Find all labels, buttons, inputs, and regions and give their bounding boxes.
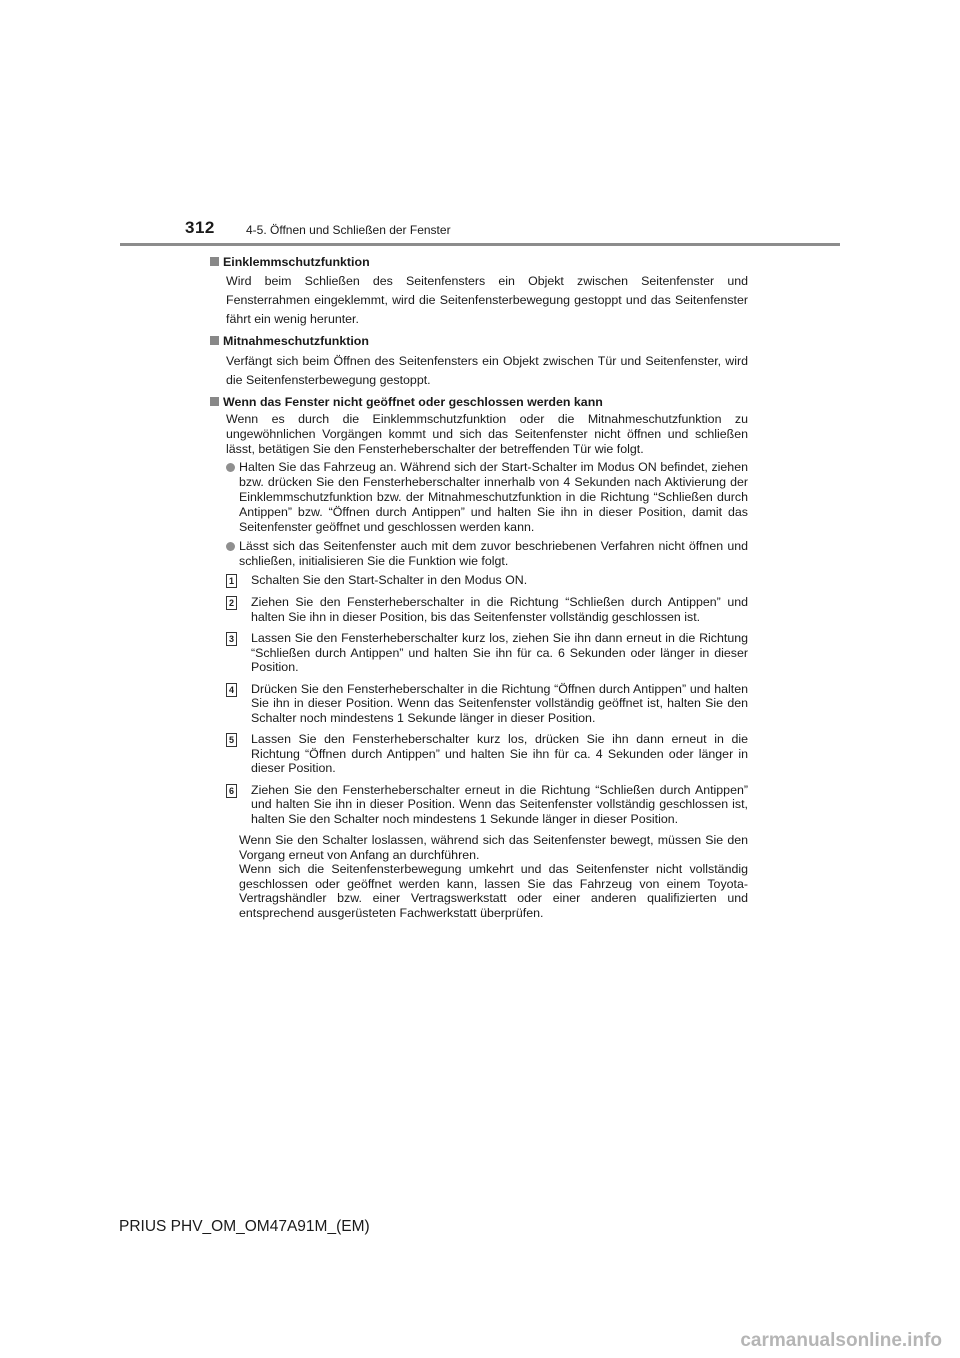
step-item [226, 631, 748, 675]
note-text: Wenn Sie den Schalter loslassen, während sich das Seitenfenster bewegt, müssen Sie den Vorgang erneut von Anfang an durchführen. [239, 833, 748, 862]
step-text: Lassen Sie den Fensterheberschalter kurz los, ziehen Sie ihn dann erneut in die Richtung “Schließen durch Antippen” und halten Sie ihn für ca. 6 Sekunden oder länger in dieser Position. [251, 631, 748, 675]
square-bullet-icon [210, 397, 219, 406]
circle-bullet-icon [226, 542, 235, 551]
section-heading [210, 254, 748, 270]
step-number-badge: 4 [226, 683, 237, 697]
step-text: Drücken Sie den Fensterheberschalter in die Richtung “Öffnen durch Antippen” und halten Sie ihn in dieser Position. Wenn das Seitenfenster vollständig geöffnet ist, halten Sie den Schalter noch mindestens 1 Sekunde länger in dieser Position. [251, 681, 748, 725]
section-heading [210, 394, 748, 410]
step-number-badge: 1 [226, 574, 237, 588]
section-body: Verfängt sich beim Öffnen des Seitenfensters ein Objekt zwischen Tür und Seitenfenster, wird die Seitenfensterbewegung gestoppt. [226, 353, 748, 387]
step-number-badge: 5 [226, 733, 237, 747]
document-id: PRIUS PHV_OM_OM47A91M_(EM) [119, 1218, 370, 1235]
bullet-item [226, 539, 748, 569]
bullet-text: Lässt sich das Seitenfenster auch mit dem zuvor beschriebenen Verfahren nicht öffnen und schließen, initialisieren Sie die Funktion wie folgt. [239, 539, 748, 569]
bullet-text: Halten Sie das Fahrzeug an. Während sich der Start-Schalter im Modus ON befindet, ziehen bzw. drücken Sie den Fensterheberschalter innerhalb von 4 Sekunden nach Aktivierung der Einklemmschutzfunktion bzw. der Mitnahmeschutzfunktion in die Richtung “Schließen durch Antippen” bzw. “Öffnen durch Antippen” und halten Sie ihn in dieser Position, damit das Seitenfenster geöffnet und geschlossen werden kann. [239, 460, 748, 535]
step-item [226, 682, 748, 726]
step-text: Ziehen Sie den Fensterheberschalter in die Richtung “Schließen durch Antippen” und halten Sie ihn in dieser Position, bis das Seitenfenster vollständig geschlossen ist. [251, 595, 748, 624]
section-einklemmschutz [210, 254, 748, 329]
section-body: Wird beim Schließen des Seitenfensters ein Objekt zwischen Seitenfenster und Fensterrahmen eingeklemmt, wird die Seitenfensterbewegung gestoppt und das Seitenfenster fährt ein wenig herunter. [226, 274, 748, 327]
watermark: carmanualsonline.info [740, 1330, 942, 1351]
step-number-badge: 2 [226, 596, 237, 610]
step-text: Ziehen Sie den Fensterheberschalter erneut in die Richtung “Schließen durch Antippen” und halten Sie ihn in dieser Position. Wenn das Seitenfenster vollständig geschlossen ist, halten Sie den Schalter noch mindestens 1 Sekunde länger in dieser Position. [251, 782, 748, 826]
bullet-item [226, 460, 748, 535]
step-number-badge: 6 [226, 784, 237, 798]
step-item [226, 573, 748, 588]
step-item [226, 732, 748, 776]
heading-text: Mitnahmeschutzfunktion [223, 334, 369, 349]
section-title: 4-5. Öffnen und Schließen der Fenster [246, 223, 451, 237]
section-window-reset [210, 394, 748, 920]
note-text: Wenn sich die Seitenfensterbewegung umkehrt und das Seitenfenster nicht vollständig geschlossen oder geöffnet werden kann, lassen Sie das Fahrzeug von einem Toyota-Vertragshändler bzw. einer Vertragswerkstatt oder einer anderen qualifizierten und entsprechend ausgerüsteten Fachwerkstatt überprüfen. [239, 862, 748, 920]
header-rule [120, 243, 840, 246]
square-bullet-icon [210, 336, 219, 345]
step-item [226, 783, 748, 827]
section-heading [210, 333, 748, 349]
section-mitnahmeschutz [210, 333, 748, 389]
section-body: Wenn es durch die Einklemmschutzfunktion oder die Mitnahmeschutzfunktion zu ungewöhnlichen Vorgängen kommt und sich das Seitenfenster nicht öffnen und schließen lässt, betätigen Sie den Fensterheberschalter der betreffenden Tür wie folgt. [226, 412, 748, 457]
heading-text: Einklemmschutzfunktion [223, 255, 370, 269]
square-bullet-icon [210, 257, 219, 266]
step-item [226, 595, 748, 624]
page-content [210, 254, 748, 924]
circle-bullet-icon [226, 463, 235, 472]
page-number: 312 [185, 218, 215, 237]
heading-text: Wenn das Fenster nicht geöffnet oder geschlossen werden kann [223, 394, 603, 409]
step-text: Lassen Sie den Fensterheberschalter kurz los, drücken Sie ihn dann erneut in die Richtung “Öffnen durch Antippen” und halten Sie ihn für ca. 4 Sekunden oder länger in dieser Position. [251, 732, 748, 776]
step-number-badge: 3 [226, 632, 237, 646]
step-text: Schalten Sie den Start-Schalter in den Modus ON. [251, 573, 528, 588]
